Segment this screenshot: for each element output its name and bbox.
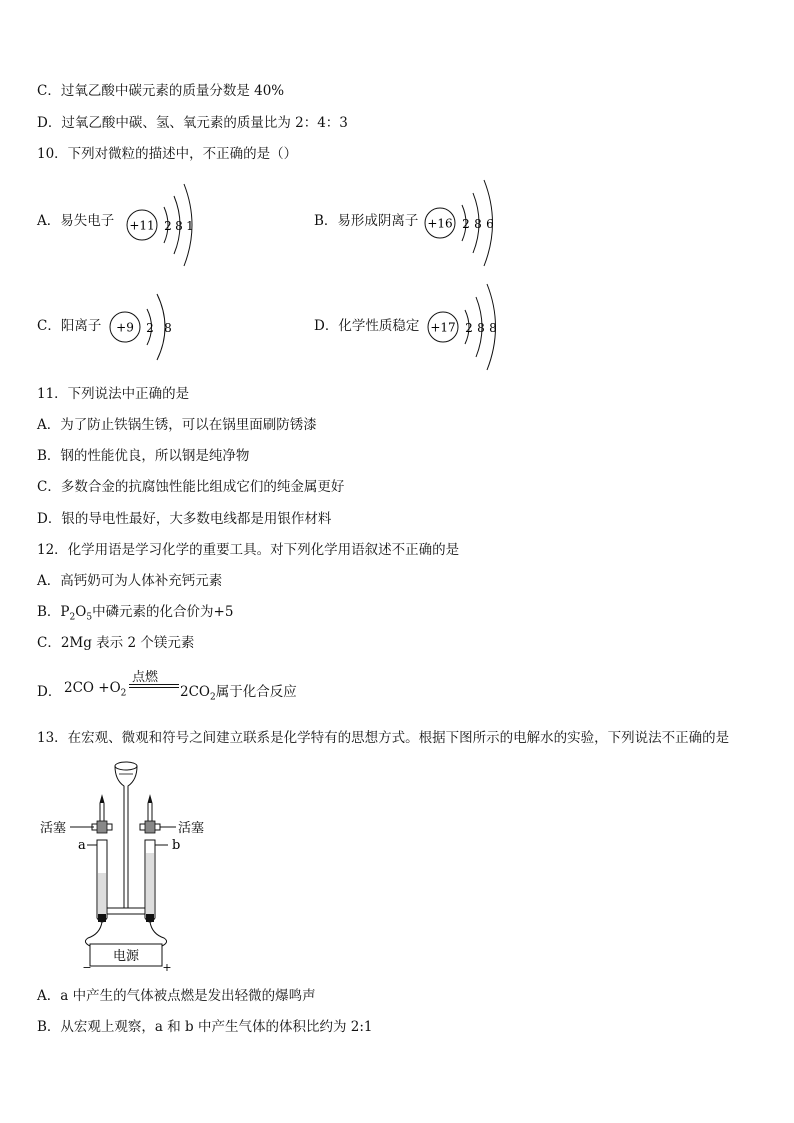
q12b-subscript-1: 2: [69, 612, 76, 623]
q13-option-b: B．从宏观上观察，a 和 b 中产生气体的体积比约为 2:1: [37, 1019, 373, 1035]
q9-option-d: D．过氧乙酸中碳、氢、氧元素的质量比为 2：4：3: [37, 115, 348, 131]
q10-option-c-label: C．阳离子: [37, 318, 102, 334]
q12-stem: 12．化学用语是学习化学的重要工具。对下列化学用语叙述不正确的是: [37, 542, 460, 558]
q10-option-d-atom-diagram: [424, 280, 508, 380]
nucleus-charge: +9: [116, 320, 134, 335]
shell-electrons: 2: [164, 219, 172, 233]
q9-option-c: C．过氧乙酸中碳元素的质量分数是 40%: [37, 83, 285, 99]
q12-option-c: C．2Mg 表示 2 个镁元素: [37, 635, 195, 651]
nucleus-charge: +11: [129, 218, 155, 233]
shell-electrons: 8: [489, 321, 497, 335]
eq-condition: 点燃: [132, 670, 159, 685]
negative-terminal: −: [82, 961, 92, 972]
nucleus-charge: +16: [427, 216, 453, 231]
q10-option-a-atom-diagram: [120, 176, 200, 278]
q11-stem: 11．下列说法中正确的是: [37, 386, 190, 402]
shell-electrons: 6: [486, 217, 494, 231]
q10-option-b-label: B．易形成阴离子: [314, 213, 419, 229]
tube-a-label: a: [78, 838, 86, 853]
valve-right-label: 活塞: [178, 821, 205, 836]
shell-electrons: 8: [175, 219, 183, 233]
shell-electrons: 1: [186, 219, 194, 233]
q12-option-a: A．高钙奶可为人体补充钙元素: [37, 573, 223, 589]
q11-option-b: B．钢的性能优良，所以钢是纯净物: [37, 448, 250, 464]
q12b-mid: O: [75, 604, 87, 620]
nucleus-charge: +17: [430, 320, 456, 335]
q12b-suffix: 中磷元素的化合价为+5: [92, 604, 234, 620]
q10-stem: 10．下列对微粒的描述中，不正确的是（）: [37, 146, 298, 162]
q10-option-b-atom-diagram: [418, 174, 502, 276]
positive-terminal: +: [162, 961, 172, 972]
q11-option-c: C．多数合金的抗腐蚀性能比组成它们的纯金属更好: [37, 479, 345, 495]
q12b-prefix: B．P: [37, 604, 70, 620]
shell-electrons: 2: [465, 321, 473, 335]
eq-arrow-line: [129, 687, 179, 688]
valve-left-label: 活塞: [40, 821, 67, 836]
q11-option-d: D．银的导电性最好，大多数电线都是用银作材料: [37, 511, 332, 527]
shell-electrons: 8: [474, 217, 482, 231]
q10-option-a-label: A．易失电子: [37, 213, 115, 229]
shell-electrons: 2: [146, 321, 154, 335]
eq-arrow-line: [129, 684, 179, 685]
q10-option-d-label: D．化学性质稳定: [314, 318, 420, 334]
q13-stem: 13．在宏观、微观和符号之间建立联系是化学特有的思想方式。根据下图所示的电解水的实验，下列说法不正确的是: [37, 730, 730, 746]
q13-option-a: A．a 中产生的气体被点燃是发出轻微的爆鸣声: [37, 988, 316, 1004]
shell-electrons: 2: [462, 217, 470, 231]
q12-option-b: [37, 603, 233, 627]
q11-option-a: A．为了防止铁锅生锈，可以在锅里面刷防锈漆: [37, 417, 317, 433]
q10-option-c-atom-diagram: [105, 288, 185, 370]
shell-electrons: 8: [477, 321, 485, 335]
q12b-subscript-2: 5: [86, 612, 93, 623]
tube-b-label: b: [172, 838, 181, 853]
eq-label: D．: [37, 684, 62, 700]
eq-reactants: $2CO +O_2$: [64, 680, 127, 699]
eq-products: $2CO_2$属于化合反应: [180, 684, 297, 703]
electrolysis-apparatus-diagram: [40, 758, 220, 976]
shell-electrons: 8: [164, 321, 172, 335]
power-supply-label: 电源: [112, 949, 140, 964]
